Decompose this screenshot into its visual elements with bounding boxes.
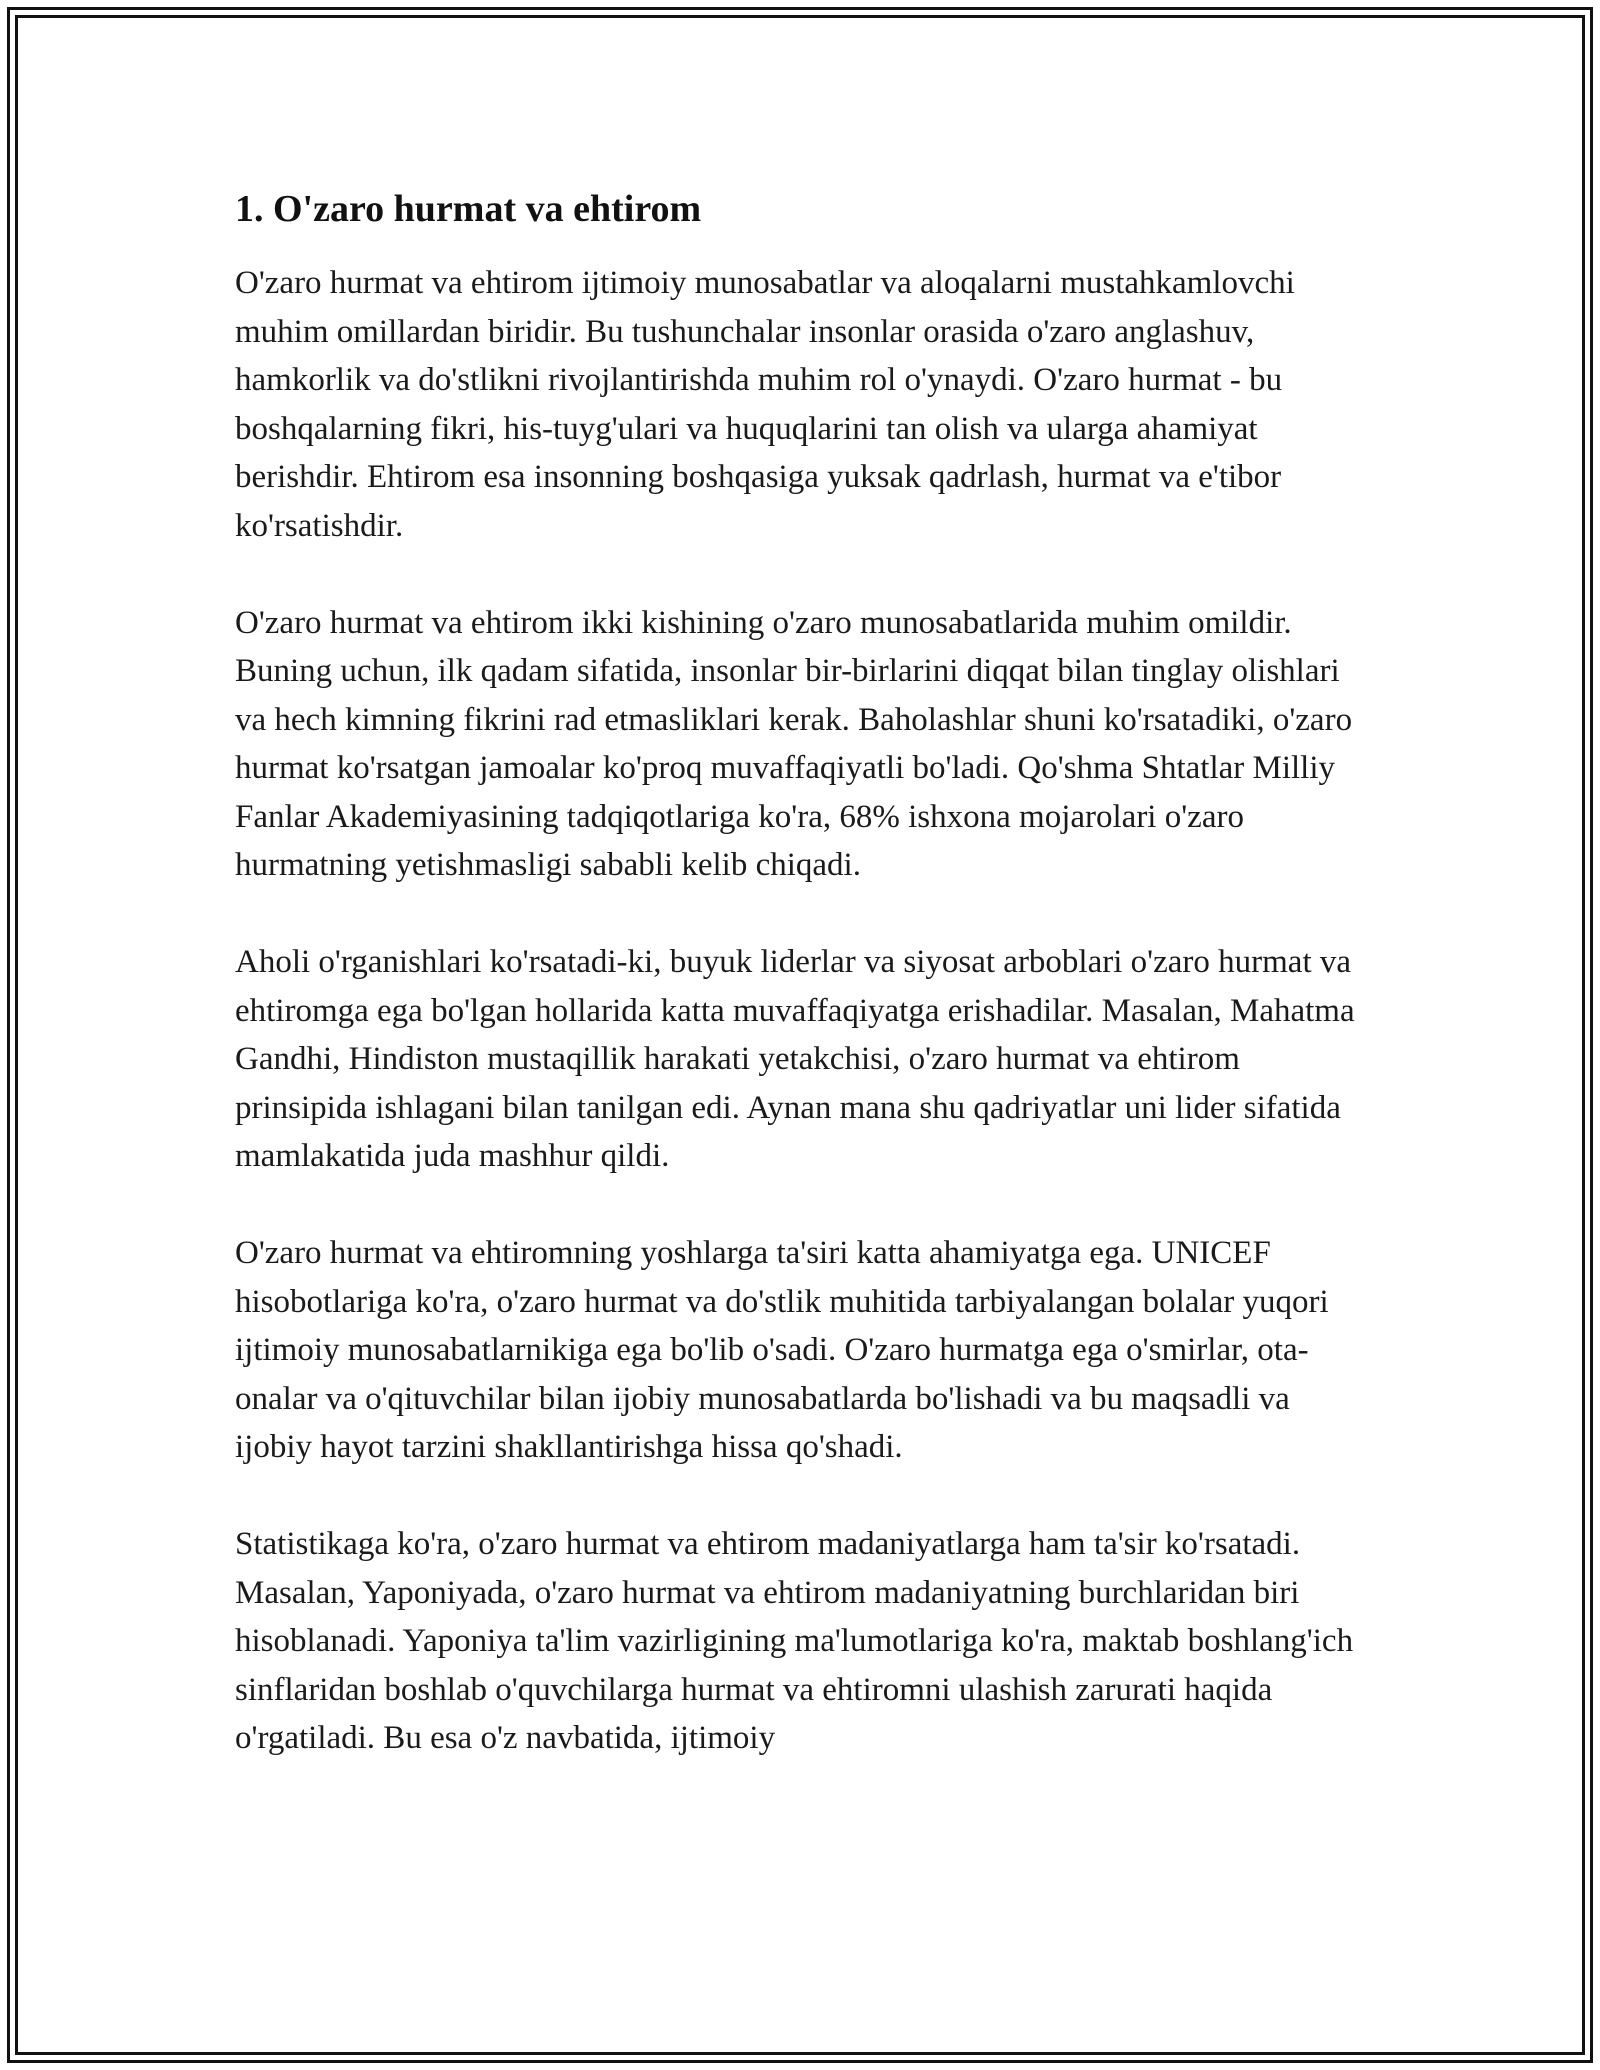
paragraph-3: Aholi o'rganishlari ko'rsatadi-ki, buyuk liderlar va siyosat arboblari o'zaro hurmat va ehtiromga ega bo'lgan hollarida katta muvaffaqiyatga erishadilar. Masalan, Mahatma Gandhi, Hindiston mustaqillik harakati yetakchisi, o'zaro hurmat va ehtirom prinsipida ishlagani bilan tanilgan edi. Aynan mana shu qadriyatlar uni lider sifatida mamlakatida juda mashhur qildi.: [235, 944, 1355, 1174]
document-body: [235, 185, 1370, 1811]
section-heading: 1. O'zaro hurmat va ehtirom: [235, 188, 702, 230]
paragraph-4: O'zaro hurmat va ehtiromning yoshlarga ta'siri katta ahamiyatga ega. UNICEF hisobotlariga ko'ra, o'zaro hurmat va do'stlik muhitida tarbiyalangan bolalar yuqori ijtimoiy munosabatlarnikiga ega bo'lib o'sadi. O'zaro hurmatga ega o'smirlar, ota-onalar va o'qituvchilar bilan ijobiy munosabatlarda bo'lishadi va bu maqsadli va ijobiy hayot tarzini shakllantirishga hissa qo'shadi.: [235, 1235, 1329, 1465]
paragraph-2: O'zaro hurmat va ehtirom ikki kishining o'zaro munosabatlarida muhim omildir. Buning uchun, ilk qadam sifatida, insonlar bir-birlarini diqqat bilan tinglay olishlari va hech kimning fikrini rad etmasliklari kerak. Baholashlar shuni ko'rsatadiki, o'zaro hurmat ko'rsatgan jamoalar ko'proq muvaffaqiyatli bo'ladi. Qo'shma Shtatlar Milliy Fanlar Akademiyasining tadqiqotlariga ko'ra, 68% ishxona mojarolari o'zaro hurmatning yetishmasligi sababli kelib chiqadi.: [235, 604, 1353, 883]
paragraph-1: O'zaro hurmat va ehtirom ijtimoiy munosabatlar va aloqalarni mustahkamlovchi muhim omillardan biridir. Bu tushunchalar insonlar orasida o'zaro anglashuv, hamkorlik va do'stlikni rivojlantirishda muhim rol o'ynaydi. O'zaro hurmat - bu boshqalarning fikri, his-tuyg'ulari va huquqlarini tan olish va ularga ahamiyat berishdir. Ehtirom esa insonning boshqasiga yuksak qadrlash, hurmat va e'tibor ko'rsatishdir.: [235, 265, 1295, 544]
paragraph-5: Statistikaga ko'ra, o'zaro hurmat va ehtirom madaniyatlarga ham ta'sir ko'rsatadi. Masalan, Yaponiyada, o'zaro hurmat va ehtirom madaniyatning burchlaridan biri hisoblanadi. Yaponiya ta'lim vazirligining ma'lumotlariga ko'ra, maktab boshlang'ich sinflaridan boshlab o'quvchilarga hurmat va ehtiromni ulashish zarurati haqida o'rgatiladi. Bu esa o'z navbatida, ijtimoiy: [235, 1526, 1354, 1756]
